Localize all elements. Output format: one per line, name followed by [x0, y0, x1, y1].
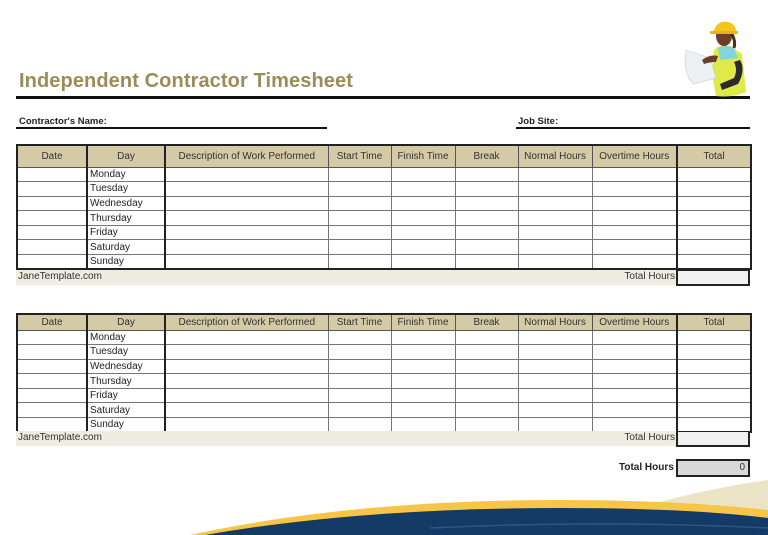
break-cell[interactable]	[455, 388, 518, 403]
normal-hours-cell[interactable]	[518, 240, 592, 255]
start-time-cell[interactable]	[328, 359, 391, 374]
overtime-hours-cell[interactable]	[592, 388, 677, 403]
finish-time-cell[interactable]	[391, 167, 455, 182]
total-cell[interactable]	[677, 196, 751, 211]
decorative-wave-footer	[0, 470, 768, 535]
break-cell[interactable]	[455, 418, 518, 433]
job-site-field[interactable]	[516, 127, 750, 129]
week-total-hours-label: Total Hours	[624, 271, 675, 282]
date-cell[interactable]	[17, 211, 87, 226]
break-cell[interactable]	[455, 374, 518, 389]
grand-total-hours-value: 0	[676, 459, 750, 477]
table-row	[17, 196, 751, 211]
finish-time-cell[interactable]	[391, 196, 455, 211]
overtime-hours-cell[interactable]	[592, 211, 677, 226]
start-time-cell[interactable]	[328, 240, 391, 255]
col-header-normal-hours: Normal Hours	[518, 145, 592, 167]
table-row	[17, 167, 751, 182]
grand-total-hours-label: Total Hours	[619, 462, 674, 473]
overtime-hours-cell[interactable]	[592, 167, 677, 182]
table-header-row	[17, 314, 751, 330]
description-cell[interactable]	[165, 330, 328, 345]
overtime-hours-cell[interactable]	[592, 330, 677, 345]
description-cell[interactable]	[165, 225, 328, 240]
total-cell[interactable]	[677, 182, 751, 197]
total-cell[interactable]	[677, 418, 751, 433]
date-cell[interactable]	[17, 240, 87, 255]
week-total-hours-value	[676, 270, 750, 286]
contractor-name-field[interactable]	[16, 127, 327, 129]
day-cell: Thursday	[87, 374, 165, 389]
day-cell: Wednesday	[87, 359, 165, 374]
break-cell[interactable]	[455, 255, 518, 270]
normal-hours-cell[interactable]	[518, 418, 592, 433]
break-cell[interactable]	[455, 182, 518, 197]
timesheet-table-week-1	[16, 144, 752, 270]
date-cell[interactable]	[17, 403, 87, 418]
start-time-cell[interactable]	[328, 225, 391, 240]
week-1-footer	[16, 270, 750, 285]
description-cell[interactable]	[165, 418, 328, 433]
date-cell[interactable]	[17, 418, 87, 433]
day-cell: Monday	[87, 167, 165, 182]
overtime-hours-cell[interactable]	[592, 403, 677, 418]
table-row	[17, 182, 751, 197]
day-cell: Sunday	[87, 255, 165, 270]
table-header-row	[17, 145, 751, 167]
break-cell[interactable]	[455, 196, 518, 211]
table-row	[17, 345, 751, 360]
job-site-label: Job Site:	[518, 116, 559, 127]
finish-time-cell[interactable]	[391, 225, 455, 240]
table-row	[17, 225, 751, 240]
week-2-footer	[16, 431, 750, 446]
start-time-cell[interactable]	[328, 255, 391, 270]
overtime-hours-cell[interactable]	[592, 225, 677, 240]
day-cell: Thursday	[87, 211, 165, 226]
day-cell: Sunday	[87, 418, 165, 433]
description-cell[interactable]	[165, 374, 328, 389]
title-divider	[16, 96, 750, 99]
normal-hours-cell[interactable]	[518, 403, 592, 418]
table-row	[17, 330, 751, 345]
day-cell: Friday	[87, 388, 165, 403]
finish-time-cell[interactable]	[391, 255, 455, 270]
break-cell[interactable]	[455, 359, 518, 374]
table-row	[17, 359, 751, 374]
total-cell[interactable]	[677, 374, 751, 389]
start-time-cell[interactable]	[328, 167, 391, 182]
break-cell[interactable]	[455, 225, 518, 240]
overtime-hours-cell[interactable]	[592, 345, 677, 360]
day-cell: Saturday	[87, 240, 165, 255]
finish-time-cell[interactable]	[391, 240, 455, 255]
start-time-cell[interactable]	[328, 196, 391, 211]
day-cell: Tuesday	[87, 345, 165, 360]
page-title: Independent Contractor Timesheet	[19, 70, 353, 92]
col-header-overtime-hours: Overtime Hours	[592, 314, 677, 330]
normal-hours-cell[interactable]	[518, 374, 592, 389]
break-cell[interactable]	[455, 403, 518, 418]
date-cell[interactable]	[17, 330, 87, 345]
description-cell[interactable]	[165, 196, 328, 211]
col-header-start-time: Start Time	[328, 145, 391, 167]
normal-hours-cell[interactable]	[518, 211, 592, 226]
day-cell: Monday	[87, 330, 165, 345]
table-row	[17, 418, 751, 433]
description-cell[interactable]	[165, 240, 328, 255]
date-cell[interactable]	[17, 196, 87, 211]
start-time-cell[interactable]	[328, 388, 391, 403]
total-cell[interactable]	[677, 359, 751, 374]
break-cell[interactable]	[455, 167, 518, 182]
week-total-hours-value	[676, 431, 750, 447]
total-cell[interactable]	[677, 211, 751, 226]
finish-time-cell[interactable]	[391, 403, 455, 418]
total-cell[interactable]	[677, 225, 751, 240]
description-cell[interactable]	[165, 345, 328, 360]
overtime-hours-cell[interactable]	[592, 182, 677, 197]
start-time-cell[interactable]	[328, 182, 391, 197]
start-time-cell[interactable]	[328, 345, 391, 360]
overtime-hours-cell[interactable]	[592, 418, 677, 433]
finish-time-cell[interactable]	[391, 388, 455, 403]
total-cell[interactable]	[677, 403, 751, 418]
total-cell[interactable]	[677, 167, 751, 182]
site-credit: JaneTemplate.com	[18, 432, 102, 443]
col-header-description: Description of Work Performed	[165, 145, 328, 167]
col-header-date: Date	[17, 145, 87, 167]
total-cell[interactable]	[677, 388, 751, 403]
break-cell[interactable]	[455, 240, 518, 255]
site-credit: JaneTemplate.com	[18, 271, 102, 282]
break-cell[interactable]	[455, 211, 518, 226]
table-row	[17, 403, 751, 418]
col-header-overtime-hours: Overtime Hours	[592, 145, 677, 167]
overtime-hours-cell[interactable]	[592, 196, 677, 211]
finish-time-cell[interactable]	[391, 359, 455, 374]
col-header-normal-hours: Normal Hours	[518, 314, 592, 330]
col-header-date: Date	[17, 314, 87, 330]
total-cell[interactable]	[677, 240, 751, 255]
table-row	[17, 374, 751, 389]
description-cell[interactable]	[165, 403, 328, 418]
overtime-hours-cell[interactable]	[592, 240, 677, 255]
col-header-break: Break	[455, 145, 518, 167]
col-header-finish-time: Finish Time	[391, 145, 455, 167]
contractor-name-label: Contractor's Name:	[19, 116, 107, 127]
overtime-hours-cell[interactable]	[592, 359, 677, 374]
timesheet-table-week-2	[16, 313, 752, 433]
overtime-hours-cell[interactable]	[592, 255, 677, 270]
day-cell: Saturday	[87, 403, 165, 418]
day-cell: Tuesday	[87, 182, 165, 197]
description-cell[interactable]	[165, 388, 328, 403]
normal-hours-cell[interactable]	[518, 167, 592, 182]
date-cell[interactable]	[17, 388, 87, 403]
normal-hours-cell[interactable]	[518, 225, 592, 240]
col-header-day: Day	[87, 145, 165, 167]
break-cell[interactable]	[455, 345, 518, 360]
date-cell[interactable]	[17, 167, 87, 182]
finish-time-cell[interactable]	[391, 345, 455, 360]
break-cell[interactable]	[455, 330, 518, 345]
total-cell[interactable]	[677, 330, 751, 345]
col-header-break: Break	[455, 314, 518, 330]
description-cell[interactable]	[165, 182, 328, 197]
finish-time-cell[interactable]	[391, 182, 455, 197]
finish-time-cell[interactable]	[391, 418, 455, 433]
col-header-start-time: Start Time	[328, 314, 391, 330]
col-header-total: Total	[677, 314, 751, 330]
finish-time-cell[interactable]	[391, 374, 455, 389]
date-cell[interactable]	[17, 345, 87, 360]
table-row	[17, 388, 751, 403]
date-cell[interactable]	[17, 359, 87, 374]
normal-hours-cell[interactable]	[518, 196, 592, 211]
total-cell[interactable]	[677, 255, 751, 270]
start-time-cell[interactable]	[328, 403, 391, 418]
start-time-cell[interactable]	[328, 418, 391, 433]
normal-hours-cell[interactable]	[518, 330, 592, 345]
finish-time-cell[interactable]	[391, 211, 455, 226]
date-cell[interactable]	[17, 255, 87, 270]
normal-hours-cell[interactable]	[518, 182, 592, 197]
start-time-cell[interactable]	[328, 374, 391, 389]
col-header-total: Total	[677, 145, 751, 167]
day-cell: Wednesday	[87, 196, 165, 211]
normal-hours-cell[interactable]	[518, 345, 592, 360]
start-time-cell[interactable]	[328, 211, 391, 226]
normal-hours-cell[interactable]	[518, 359, 592, 374]
day-cell: Friday	[87, 225, 165, 240]
overtime-hours-cell[interactable]	[592, 374, 677, 389]
table-row	[17, 211, 751, 226]
start-time-cell[interactable]	[328, 330, 391, 345]
date-cell[interactable]	[17, 374, 87, 389]
date-cell[interactable]	[17, 182, 87, 197]
total-cell[interactable]	[677, 345, 751, 360]
description-cell[interactable]	[165, 167, 328, 182]
table-row	[17, 240, 751, 255]
normal-hours-cell[interactable]	[518, 388, 592, 403]
normal-hours-cell[interactable]	[518, 255, 592, 270]
table-row	[17, 255, 751, 270]
description-cell[interactable]	[165, 255, 328, 270]
col-header-day: Day	[87, 314, 165, 330]
description-cell[interactable]	[165, 211, 328, 226]
date-cell[interactable]	[17, 225, 87, 240]
col-header-finish-time: Finish Time	[391, 314, 455, 330]
week-total-hours-label: Total Hours	[624, 432, 675, 443]
description-cell[interactable]	[165, 359, 328, 374]
col-header-description: Description of Work Performed	[165, 314, 328, 330]
construction-worker-illustration	[672, 14, 752, 98]
finish-time-cell[interactable]	[391, 330, 455, 345]
